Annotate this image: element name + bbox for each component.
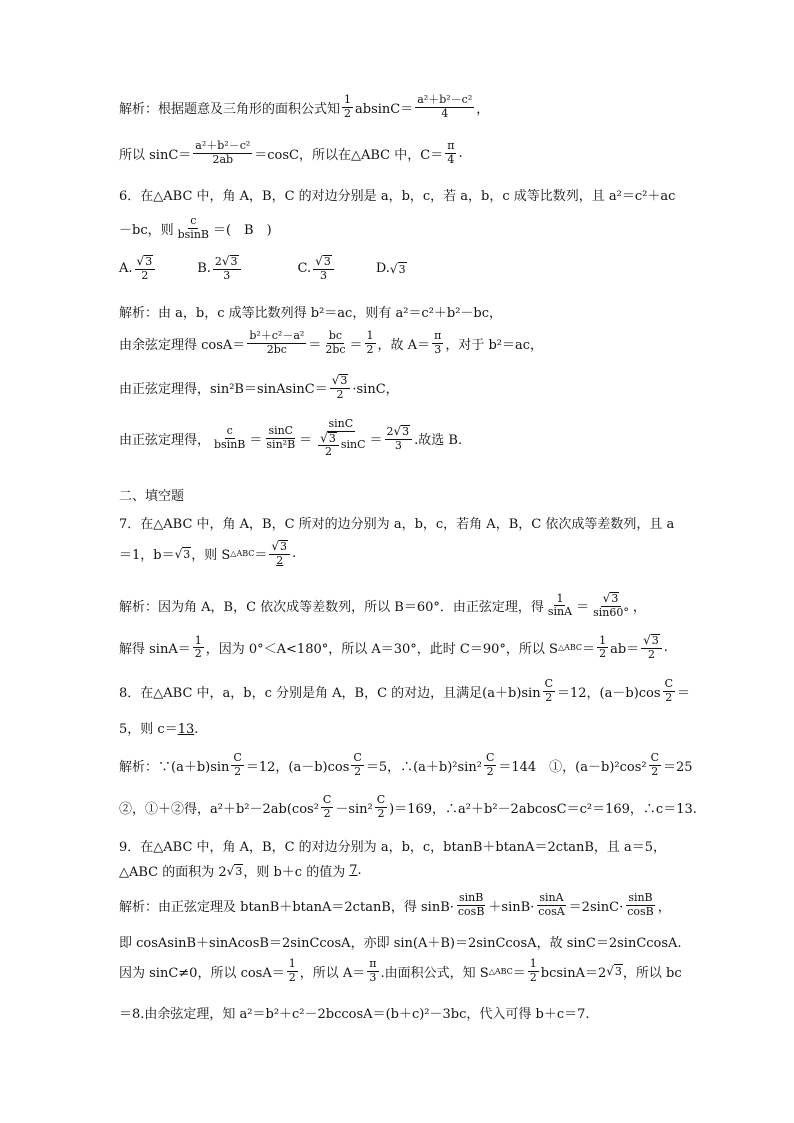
q7-answer: √ 3 2 [269,540,290,567]
q7-solution-line-1: 解析：因为角 A，B，C 依次成等差数列，所以 B＝60°．由正弦定理，得 $\frac{1}{\sin A}$ ＝ √ 3 sin60° ， [119,591,646,619]
fraction: $\frac{1}{2}$ [344,93,352,120]
q9-solution-line-4: ＝8.由余弦定理，知 a²＝b²＋c²－2bccosA＝(b＋c)²－3bc，代入可得 b＋c＝7. [119,1007,590,1022]
q8-stem-line-1: 8．在△ABC 中，a，b，c 分别是角 A，B，C 的对边，且满足(a＋b)sin $\frac{C}{2}$ ＝12，(a－b)cos $\frac{C}{2}$ ＝ [119,677,690,704]
fraction: $\frac{\pi}{4}$ [447,139,455,166]
q9-solution-line-3: 因为 sinC≠0，所以 cosA＝ $\frac{1}{2}$ ，所以 A＝ $\frac{\pi}{3}$ .由面积公式，知 S △ABC ＝ $\frac{1}{2}$ bcsinA＝2 √ 3 ，所以 bc [119,957,682,984]
q9-solution-line-2: 即 cosAsinB＋sinAcosB＝2sinCcosA，亦即 sin(A＋B)＝2sinCcosA，故 sinC＝2sinCcosA. [119,936,682,951]
q9-answer: 7 [349,863,358,878]
option-d: D. √ 3 [375,261,406,277]
q6-answer: ＝( B ) [212,222,272,238]
q9-solution-line-1: 解析：由正弦定理及 btanB＋btanA＝2ctanB，得 sinB· $\frac{\sin B}{\cos B}$ ＋sinB· $\frac{\sin A}{\cos A}$ ＝2sinC· $\frac{\sin B}{\cos B}$ ， [119,891,671,918]
option-a: A. √ 3 2 [119,255,157,282]
solution-label-text: 解析：根据题意及三角形的面积公式知 [119,101,341,117]
fraction: $\frac{c}{bsinB}$ [177,214,209,241]
q9-stem-line-2: △ABC 的面积为 2 √ 3 ，则 b＋c 的值为 7 . [119,863,362,880]
q6-solution-line-1: 解析：由 a，b，c 成等比数列得 b²＝ac，则有 a²＝c²＋b²－bc， [119,306,503,321]
q5-solution-line-1: 解析：根据题意及三角形的面积公式知 $\frac{1}{2}$ absinC＝ $\frac{\text{a²＋b²－c²}}{4}$ ， [119,93,490,120]
q6-options [119,255,676,282]
option-c: C. √ 3 3 [298,255,336,282]
option-b: B. 2 √ 3 3 [197,255,242,282]
q9-stem-line-1: 9．在△ABC 中，角 A，B，C 的对边分别为 a，b，c，btanB＋btanA＝2ctanB，且 a＝5， [119,840,667,855]
q7-solution-line-2: 解得 sinA＝ $\frac{1}{2}$ ，因为 0°＜A<180°，所以 A＝30°，此时 C＝90°，所以 S △ABC ＝ $\frac{1}{2}$ ab＝ √ 3 2 . [119,633,668,661]
fraction: $\frac{\text{a²＋b²－c²}}{2ab}$ [195,139,251,166]
q6-solution-line-2: 由余弦定理得 cosA＝ $\frac{\text{b²＋c²－a²}}{2bc}$ ＝ $\frac{bc}{2bc}$ ＝ $\frac{1}{2}$ ，故 A＝ $\frac{\pi}{3}$ ，对于 b²＝ac， [119,329,544,356]
q7-stem-line-2: ＝1，b＝ √ 3 ，则 S △ABC ＝ √ 3 2 . [119,539,297,567]
q7-stem-line-1: 7．在△ABC 中，角 A，B，C 所对的边分别为 a，b，c，若角 A，B，C 依次成等差数列，且 a [119,517,675,532]
q6-solution-line-4: 由正弦定理得， $\frac{c}{bsinB}$ ＝ $\frac{\sin C}{\text{sin²B}}$ ＝ sinC √ 3 2 sinC ＝ 2 √ 3 3 .故选 B. [119,417,463,459]
fraction: $\frac{\text{a²＋b²－c²}}{4}$ [417,93,473,120]
q8-solution-line-1: 解析：∵(a＋b)sin $\frac{C}{2}$ ＝12，(a－b)cos $\frac{C}{2}$ ＝5，∴(a＋b)²sin² $\frac{C}{2}$ ＝144 ①，(a－b)²cos² $\frac{C}{2}$ ＝25 [119,751,693,778]
q6-solution-line-3: 由正弦定理得，sin²B＝sinAsinC＝ √ 3 2 ·sinC， [119,373,399,401]
section-heading: 二、填空题 [119,489,185,504]
q8-solution-line-2: ②，①＋②得，a²＋b²－2ab(cos² $\frac{C}{2}$ －sin² $\frac{C}{2}$ )＝169，∴a²＋b²－2abcosC＝c²＝169，∴c＝13. [119,793,697,820]
q6-stem-line-2: －bc，则 $\frac{c}{bsinB}$ ＝( B ) [119,214,272,241]
q6-stem-line-1: 6．在△ABC 中，角 A，B，C 的对边分别是 a，b，c，若 a，b，c 成等比数列，且 a²＝c²＋ac [119,189,676,204]
q8-answer: 13 [177,722,195,737]
q5-solution-line-2: 所以 sinC＝ $\frac{\text{a²＋b²－c²}}{2ab}$ ＝cosC，所以在△ABC 中，C＝ $\frac{\pi}{4}$ . [119,139,463,166]
q8-stem-line-2: 5，则 c＝13. [119,722,199,737]
